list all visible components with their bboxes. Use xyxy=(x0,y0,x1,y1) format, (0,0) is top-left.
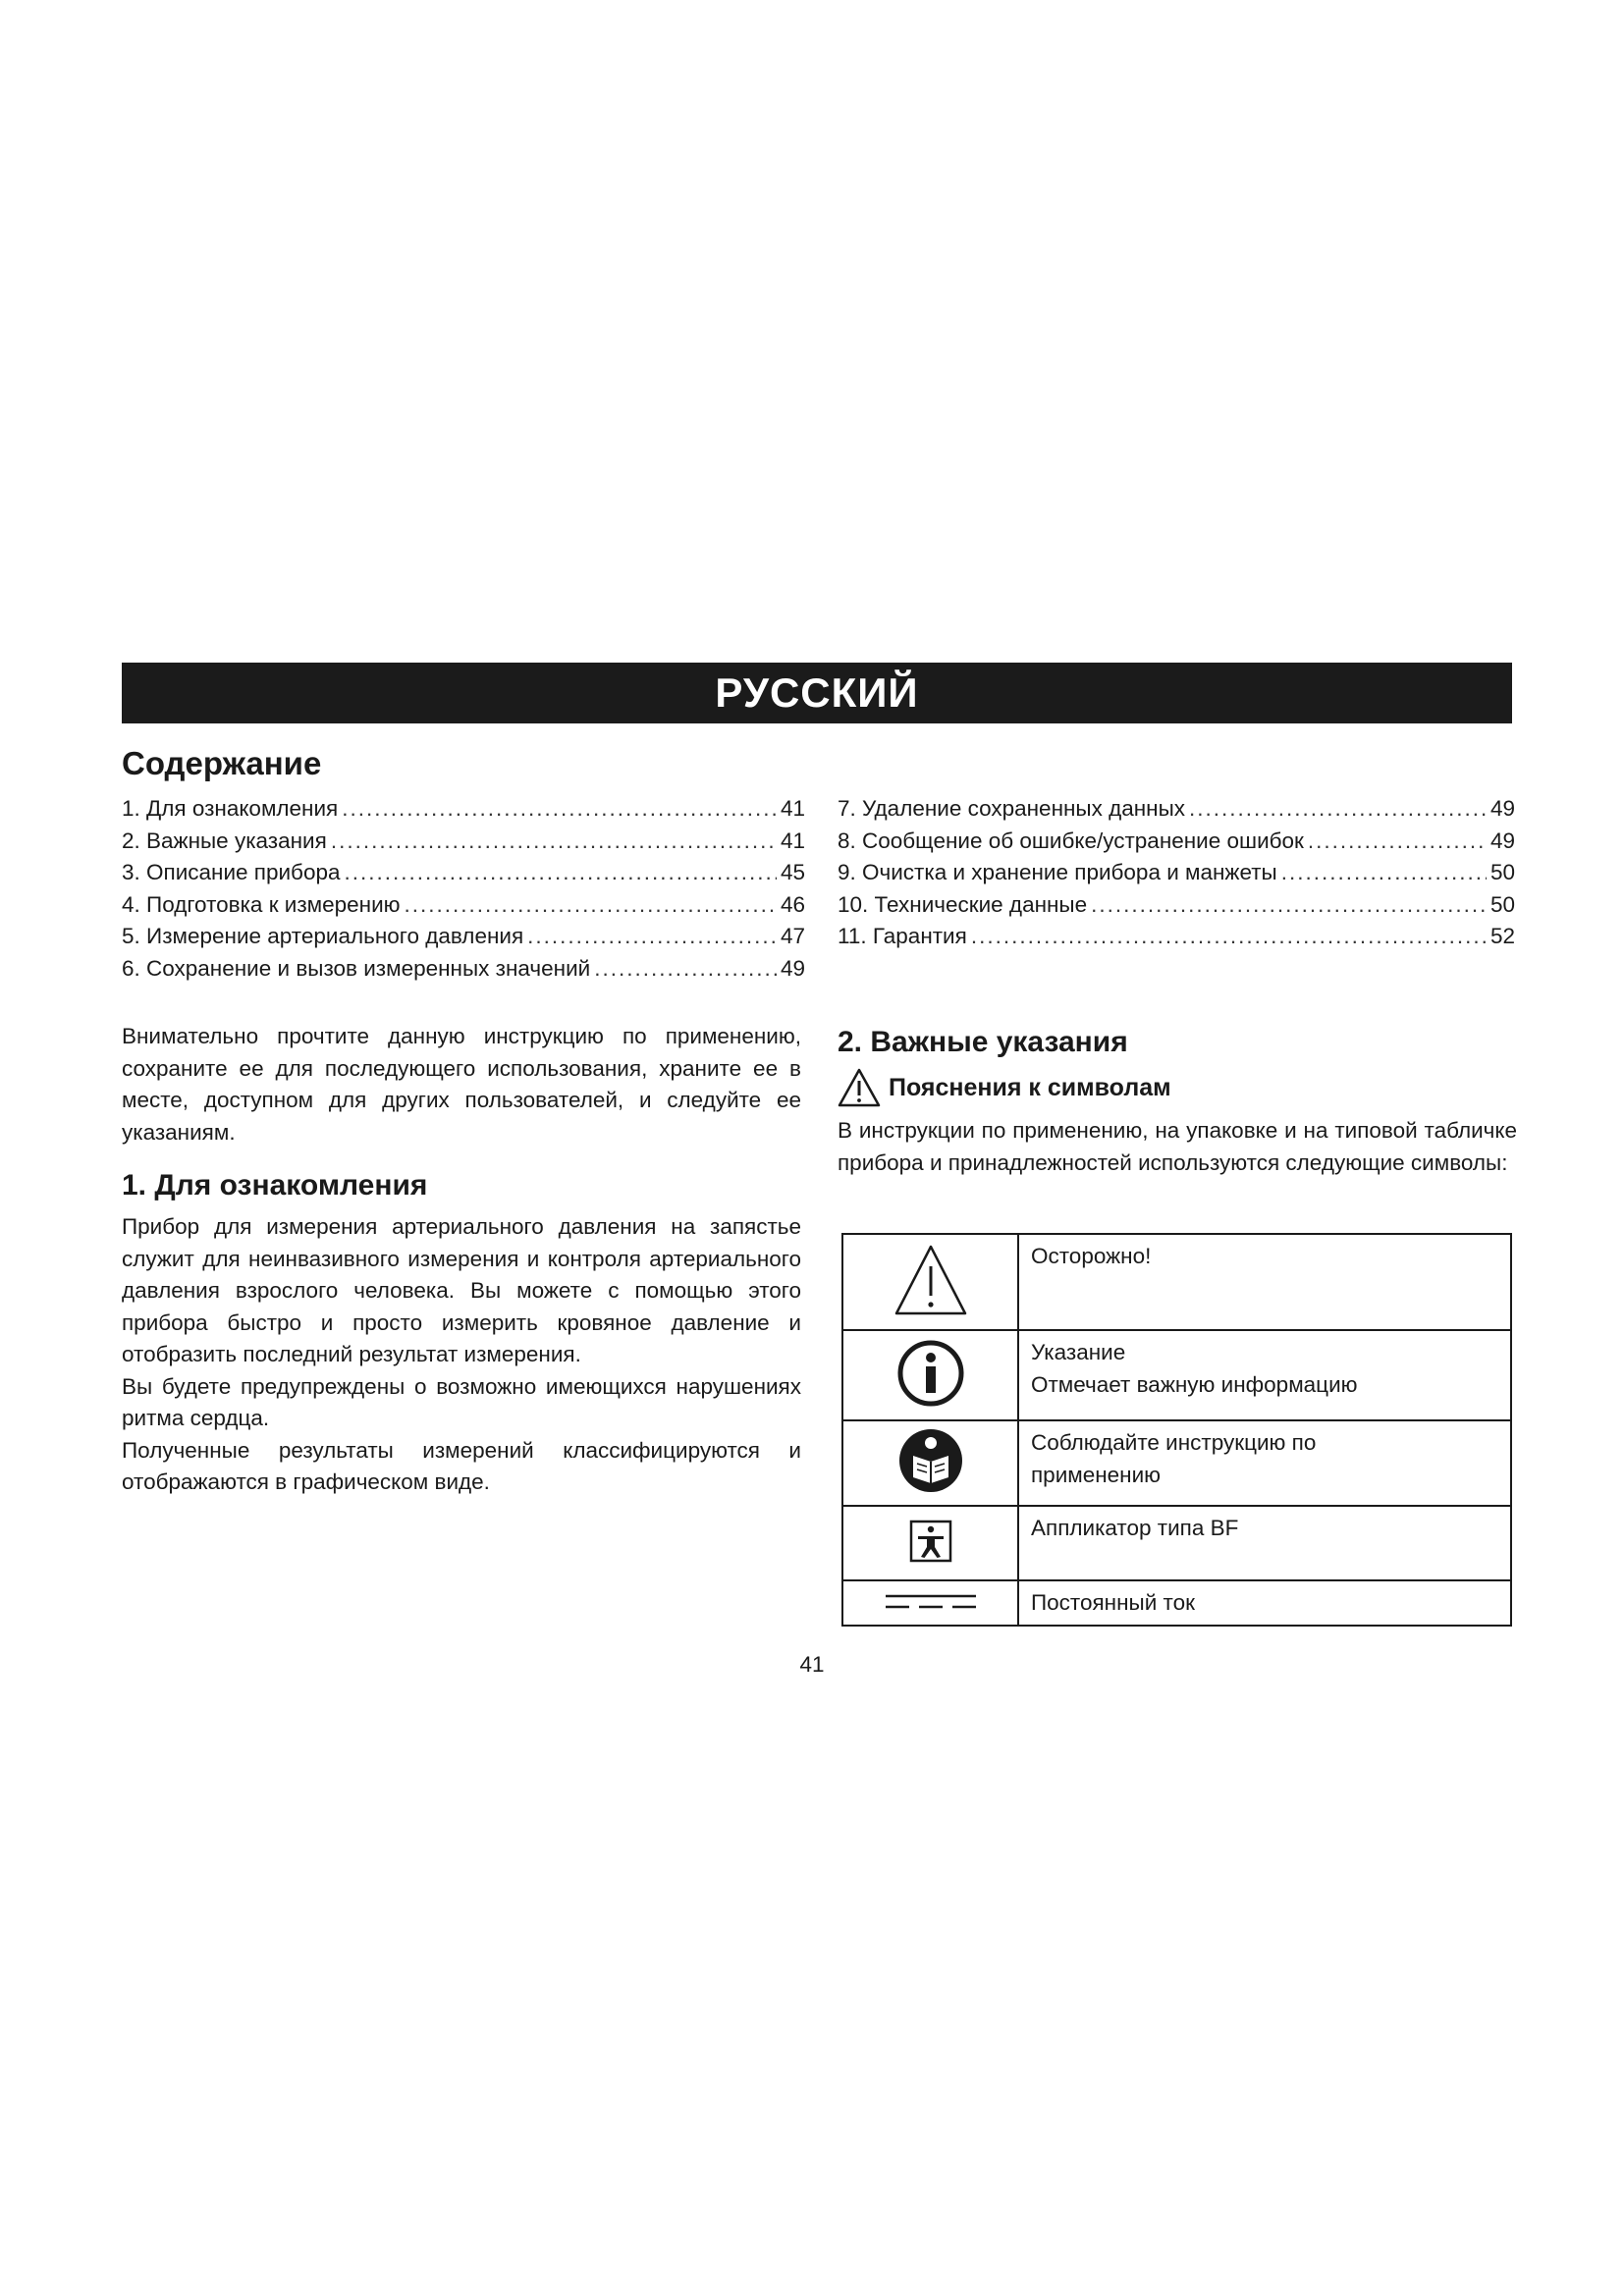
toc-item[interactable] xyxy=(122,826,805,858)
toc-item[interactable] xyxy=(122,921,805,953)
toc-item[interactable] xyxy=(122,793,805,826)
table-row xyxy=(842,1234,1511,1330)
table-row xyxy=(842,1330,1511,1420)
toc-item-label: 1. Для ознакомления xyxy=(122,796,339,821)
symbols-subheading xyxy=(838,1068,1517,1107)
toc-item-page: 52 xyxy=(1489,924,1515,948)
symbol-cell xyxy=(842,1580,1018,1626)
toc-title: Содержание xyxy=(122,745,322,781)
table-row xyxy=(842,1580,1511,1626)
symbol-cell xyxy=(842,1330,1018,1420)
read-manual-icon xyxy=(896,1426,965,1495)
toc-item[interactable] xyxy=(838,889,1515,922)
section-important-notes xyxy=(838,1023,1517,1179)
toc-item-label: 9. Очистка и хранение прибора и манжеты xyxy=(838,860,1277,884)
symbol-description xyxy=(1018,1580,1511,1626)
toc-item-label: 10. Технические данные xyxy=(838,891,1088,917)
toc-item-page: 49 xyxy=(1489,796,1515,821)
symbol-description xyxy=(1018,1420,1511,1506)
toc-leader-dots xyxy=(405,889,777,922)
toc-item[interactable] xyxy=(838,857,1515,889)
toc-item-label: 4. Подготовка к измерению xyxy=(122,891,401,917)
toc-leader-dots xyxy=(1281,857,1487,889)
toc-leader-dots xyxy=(527,921,777,953)
toc-item-label: 5. Измерение артериального давления xyxy=(122,924,524,948)
symbol-description-line: Соблюдайте инструкцию по xyxy=(1031,1430,1317,1455)
toc-item-label: 2. Важные указания xyxy=(122,828,327,853)
toc-list-right xyxy=(838,793,1515,953)
symbols-table xyxy=(841,1233,1512,1627)
toc-item[interactable] xyxy=(838,826,1515,858)
section-2-title: 2. Важные указания xyxy=(838,1026,1128,1058)
toc-item-label: 3. Описание прибора xyxy=(122,860,341,884)
toc-item-page: 41 xyxy=(780,796,805,821)
toc-item-page: 50 xyxy=(1489,860,1515,884)
toc-item[interactable] xyxy=(838,793,1515,826)
warning-triangle-icon xyxy=(892,1241,970,1319)
toc-leader-dots xyxy=(342,793,777,826)
page-number: 41 xyxy=(799,1652,825,1677)
toc-leader-dots xyxy=(1308,826,1487,858)
toc-item[interactable] xyxy=(122,889,805,922)
symbols-subheading-text: Пояснения к символам xyxy=(889,1074,1171,1101)
table-row xyxy=(842,1506,1511,1580)
warning-triangle-icon xyxy=(838,1068,881,1107)
symbol-description xyxy=(1018,1330,1511,1420)
intro-paragraph: Внимательно прочтите данную инструкцию по применению, сохраните ее для последующего использования, храните ее в месте, доступном для других пользователей, и следуйте ее указаниям. xyxy=(122,1024,801,1145)
toc-item-page: 41 xyxy=(780,828,805,853)
toc-list-left xyxy=(122,793,805,985)
symbol-cell xyxy=(842,1234,1018,1330)
toc-item-label: 11. Гарантия xyxy=(838,924,967,948)
language-header-bar: РУССКИЙ xyxy=(122,663,1512,723)
section-1-paragraph: Вы будете предупреждены о возможно имеющихся нарушениях ритма сердца. xyxy=(122,1373,801,1430)
symbol-description-line: Постоянный ток xyxy=(1031,1590,1195,1615)
toc-item-label: 8. Сообщение об ошибке/устранение ошибок xyxy=(838,828,1304,853)
symbol-description xyxy=(1018,1234,1511,1330)
table-row xyxy=(842,1420,1511,1506)
toc-item[interactable] xyxy=(838,921,1515,953)
toc-item-label: 6. Сохранение и вызов измеренных значений xyxy=(122,955,591,981)
section-introduction xyxy=(122,1166,801,1499)
toc-item-page: 45 xyxy=(780,860,805,884)
toc-leader-dots xyxy=(594,953,777,986)
toc-leader-dots xyxy=(344,857,776,889)
symbol-description-line: Указание xyxy=(1031,1340,1126,1364)
symbol-description xyxy=(1018,1506,1511,1580)
section-2-paragraph: В инструкции по применению, на упаковке и на типовой табличке прибора и принадлежностей используются следующие символы: xyxy=(838,1118,1517,1175)
toc-item-page: 47 xyxy=(780,924,805,948)
toc-left-column xyxy=(122,744,805,985)
symbol-description-line: Отмечает важную информацию xyxy=(1031,1371,1358,1397)
toc-leader-dots xyxy=(1189,793,1487,826)
toc-item-page: 50 xyxy=(1489,891,1515,917)
direct-current-icon xyxy=(884,1589,978,1613)
toc-item[interactable] xyxy=(122,953,805,986)
toc-item-page: 49 xyxy=(780,955,805,981)
info-icon xyxy=(895,1338,966,1409)
toc-item-page: 49 xyxy=(1489,828,1515,853)
symbol-description-line: Осторожно! xyxy=(1031,1244,1152,1268)
toc-leader-dots xyxy=(1091,889,1487,922)
symbol-description-line: применению xyxy=(1031,1462,1162,1487)
toc-leader-dots xyxy=(331,826,777,858)
symbol-cell xyxy=(842,1420,1018,1506)
toc-leader-dots xyxy=(971,921,1487,953)
symbol-cell xyxy=(842,1506,1018,1580)
toc-right-column xyxy=(838,793,1515,953)
toc-item[interactable] xyxy=(122,857,805,889)
bf-applicator-icon xyxy=(908,1519,953,1564)
toc-item-label: 7. Удаление сохраненных данных xyxy=(838,796,1186,821)
section-1-title: 1. Для ознакомления xyxy=(122,1169,428,1201)
symbol-description-line: Аппликатор типа BF xyxy=(1031,1516,1239,1540)
section-1-paragraph: Прибор для измерения артериального давления на запястье служит для неинвазивного измерения и контроля артериального давления взрослого человека. Вы можете с помощью этого прибора быстро и просто измерить кровяное давление и отобразить последний результат измерения. xyxy=(122,1214,801,1366)
section-1-paragraph: Полученные результаты измерений классифицируются и отображаются в графическом виде. xyxy=(122,1437,801,1494)
toc-item-page: 46 xyxy=(780,891,805,917)
